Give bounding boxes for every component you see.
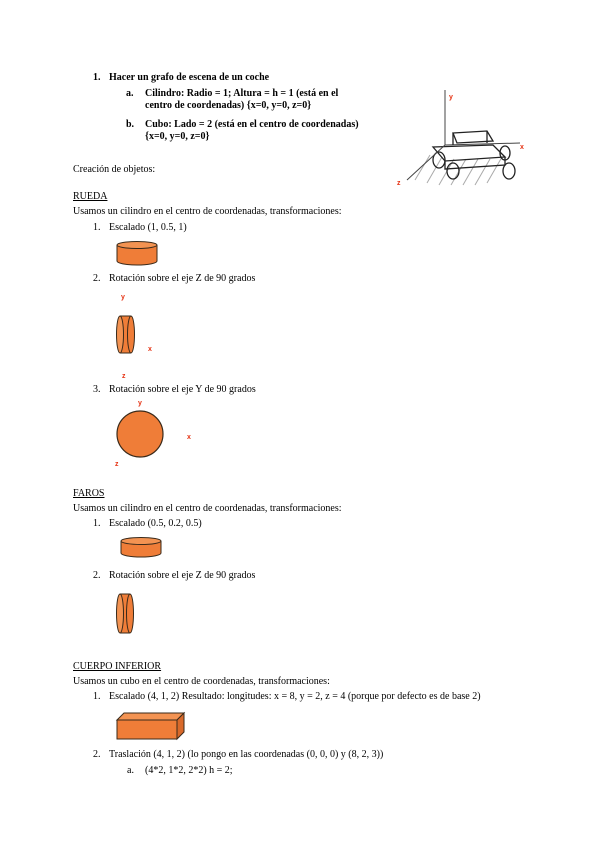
rueda3-axis-z: z xyxy=(115,461,119,468)
car-axis-y-label: y xyxy=(449,94,453,101)
cuerpo-step2-text: Traslación (4, 1, 2) (lo pongo en las coordenadas (0, 0, 0) y (8, 2, 3)) xyxy=(109,749,384,760)
rueda2-axis-x: x xyxy=(148,346,152,353)
rueda-step2-text: Rotación sobre el eje Z de 90 grados xyxy=(109,273,256,284)
rueda-step2-num: 2. xyxy=(93,273,101,284)
rueda2-axis-y: y xyxy=(121,294,125,301)
exercise-number: 1. xyxy=(93,72,101,83)
item-b-marker: b. xyxy=(126,119,135,130)
item-b-line1: Cubo: Lado = 2 (está en el centro de coordenadas) xyxy=(145,119,359,130)
rueda3-axis-y: y xyxy=(138,400,142,407)
exercise-title: Hacer un grafo de escena de un coche xyxy=(109,72,270,83)
faros-step1-text: Escalado (0.5, 0.2, 0.5) xyxy=(109,518,202,529)
faros-heading: FAROS xyxy=(73,488,105,499)
rueda3-axis-x: x xyxy=(187,434,191,441)
rueda-step3-num: 3. xyxy=(93,384,101,395)
cuerpo-step1-num: 1. xyxy=(93,691,101,702)
faros-step2-num: 2. xyxy=(93,570,101,581)
cuerpo-step2-num: 2. xyxy=(93,749,101,760)
cuerpo-sub-text: (4*2, 1*2, 2*2) h = 2; xyxy=(145,765,233,776)
item-a-line2: centro de coordenadas) {x=0, y=0, z=0} xyxy=(145,100,312,111)
item-a-line1: Cilindro: Radio = 1; Altura = h = 1 (está en el xyxy=(145,88,339,99)
rueda-scaled-cylinder xyxy=(116,241,158,267)
car-axis-z-label: z xyxy=(397,180,401,187)
rueda-heading: RUEDA xyxy=(73,191,108,202)
car-axis-x-label: x xyxy=(520,144,524,151)
faros-rotated-z xyxy=(112,591,142,637)
cuerpo-heading: CUERPO INFERIOR xyxy=(73,661,162,672)
rueda2-axis-z: z xyxy=(122,373,126,380)
cuerpo-intro: Usamos un cubo en el centro de coordenadas, transformaciones: xyxy=(73,676,330,687)
rueda-rotated-y xyxy=(110,397,200,469)
item-a-marker: a. xyxy=(126,88,134,99)
faros-intro: Usamos un cilindro en el centro de coordenadas, transformaciones: xyxy=(73,503,342,514)
cuerpo-scaled-cube xyxy=(116,712,186,740)
faros-step1-num: 1. xyxy=(93,518,101,529)
cuerpo-sub-marker: a. xyxy=(127,765,134,776)
rueda-step1-text: Escalado (1, 0.5, 1) xyxy=(109,222,187,233)
faros-step2-text: Rotación sobre el eje Z de 90 grados xyxy=(109,570,256,581)
rueda-step1-num: 1. xyxy=(93,222,101,233)
cuerpo-step1-text: Escalado (4, 1, 2) Resultado: longitudes: x = 8, y = 2, z = 4 (porque por defecto es de base 2) xyxy=(109,691,481,702)
faros-scaled-cylinder xyxy=(120,537,162,559)
car-sketch xyxy=(395,85,535,195)
rueda-rotated-z xyxy=(110,290,160,380)
rueda-step3-text: Rotación sobre el eje Y de 90 grados xyxy=(109,384,256,395)
creation-label: Creación de objetos: xyxy=(73,164,156,175)
rueda-intro: Usamos un cilindro en el centro de coordenadas, transformaciones: xyxy=(73,206,342,217)
item-b-line2: {x=0, y=0, z=0} xyxy=(145,131,210,142)
